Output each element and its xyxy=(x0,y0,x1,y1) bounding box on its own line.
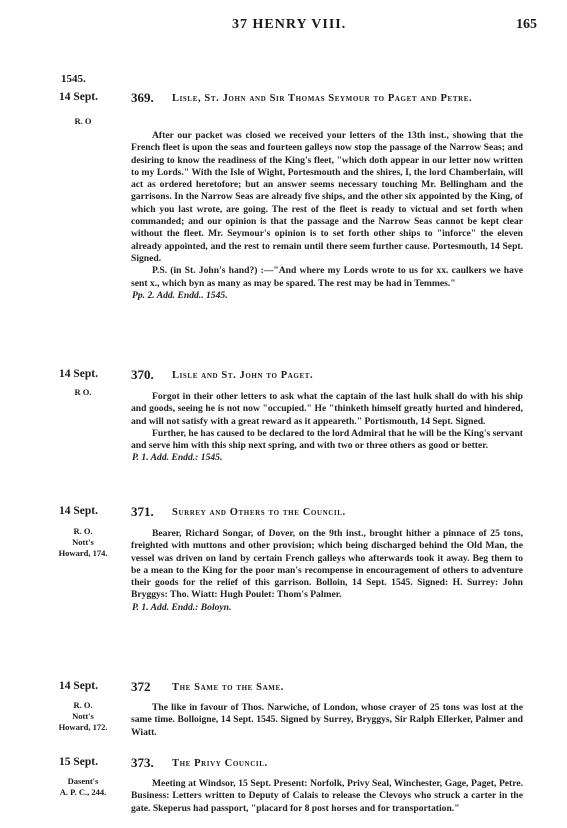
source-line: R. O. xyxy=(73,700,93,710)
entry-title: The Same to the Same. xyxy=(172,682,284,693)
entry-sources xyxy=(50,387,116,398)
entry-number: 369. xyxy=(131,90,154,105)
entry-paragraph: Bearer, Richard Songar, of Dover, on the 9th inst., brought hither a pinnace of 25 tons, freighted with muttons and other provision; which being discharged behind the Old Man, the vessel was driven on land by certain French galleys who afterwards took it away. Beg them to be a mean to the King for the poor man's recompense in encouragement of others to adventure their goods for the relief of this garrison. Bolloin, 14 Sept. 1545. Signed: H. Surrey: John Bryggys: Tho. Wiatt: Hugh Poulet: Thom's Palmer. xyxy=(131,528,523,601)
entry-sources xyxy=(50,700,116,733)
entry-reference: P. 1. Add. Endd.: 1545. xyxy=(132,452,223,464)
entry-body xyxy=(131,778,523,815)
entry-paragraph: Forgot in their other letters to ask what the captain of the last hulk shall do with his ship and goods, seeing he is not now "occupied." He "thinketh himself greatly hurted and hindered, and will not satisfy with a great reward as it appeareth." Portismouth, 14 Sept. Signed. xyxy=(131,391,523,427)
source-line: Nott's xyxy=(72,537,94,547)
entry-paragraph: The like in favour of Thos. Narwiche, of London, whose crayer of 25 tons was lost at the same time. Bolloigne, 14 Sept. 1545. Signed by Surrey, Bryggys, Sir Ralph Ellerker, Palmer and Wiatt. xyxy=(131,702,523,738)
entry-number: 373. xyxy=(131,755,154,770)
year-margin-note: 1545. xyxy=(61,73,86,85)
entry-date: 14 Sept. xyxy=(59,505,98,517)
source-line: Howard, 172. xyxy=(58,722,108,732)
entry-date: 14 Sept. xyxy=(59,91,98,103)
source-line: R. O xyxy=(74,116,92,126)
source-line: R. O. xyxy=(73,526,93,536)
entry-body xyxy=(131,391,523,465)
entry-body xyxy=(131,130,523,302)
entry-reference: P. 1. Add. Endd.: Boloyn. xyxy=(132,601,232,613)
entry-paragraph: Meeting at Windsor, 15 Sept. Present: Norfolk, Privy Seal, Winchester, Gage, Paget, Petre. Business: Letters written to Deputy of Calais to release the Clevoys who struck a carter in the gate. Skeperus had passport, "placard for 8 post horses and for transportation." xyxy=(131,778,523,814)
source-line: Howard, 174. xyxy=(58,548,108,558)
entry-number: 372 xyxy=(131,679,151,694)
entry-title: The Privy Council. xyxy=(172,758,268,769)
source-line: R O. xyxy=(74,387,92,397)
entry-title: Lisle, St. John and Sir Thomas Seymour to Paget and Petre. xyxy=(172,93,473,104)
entry-sources xyxy=(50,526,116,559)
entry-number: 371. xyxy=(131,504,154,519)
entry-body xyxy=(131,702,523,739)
entry-date: 15 Sept. xyxy=(59,756,98,768)
source-line: A. P. C., 244. xyxy=(59,787,107,797)
page-number: 165 xyxy=(516,17,537,32)
entry-reference: Pp. 2. Add. Endd.. 1545. xyxy=(132,289,228,301)
entry-paragraph: P.S. (in St. John's hand?) :—"And where my Lords wrote to us for xx. caulkers we have sent x., which byn as many as may be spared. The rest may be had in Temmes." xyxy=(131,265,523,289)
entry-body xyxy=(131,528,523,614)
entry-paragraph: After our packet was closed we received your letters of the 13th inst., showing that the French fleet is upon the seas and fourteen galleys now stop the passage of the Narrow Seas; and desiring to know the readiness of the King's fleet, "which doth appear in our letter now written to my Lords." With the Isle of Wight, Portesmouth and the shires, I, the lord Chamberlain, will act as ordered heretofore; but an answer seems necessary touching Mr. Bellingham and the garrisons. In the Narrow Seas are already five ships, and the other six appointed by the King, of which you last wrote, are going. The rest of the fleet is ready to victual and set forth when commanded; and our opinion is that the passage and the Narrow Seas cannot be kept clear without the fleet. Mr. Seymour's opinion is to set forth other ships to "inforce" the eleven already appointed, and the rest to remain until there seem further cause. Portesmouth, 14 Sept. Signed. xyxy=(131,130,523,264)
entry-title: Surrey and Others to the Council. xyxy=(172,507,346,518)
source-line: Nott's xyxy=(72,711,94,721)
entry-sources xyxy=(50,116,116,127)
entry-sources xyxy=(50,776,116,798)
entry-number: 370. xyxy=(131,367,154,382)
entry-title: Lisle and St. John to Paget. xyxy=(172,370,314,381)
source-line: Dasent's xyxy=(67,776,99,786)
running-header: 37 HENRY VIII. xyxy=(232,17,347,32)
entry-paragraph: Further, he has caused to be declared to the lord Admiral that he will be the King's servant and serve him with this ship next spring, and with two or three others as good or better. xyxy=(131,427,523,452)
entry-date: 14 Sept. xyxy=(59,368,98,380)
entry-date: 14 Sept. xyxy=(59,680,98,692)
